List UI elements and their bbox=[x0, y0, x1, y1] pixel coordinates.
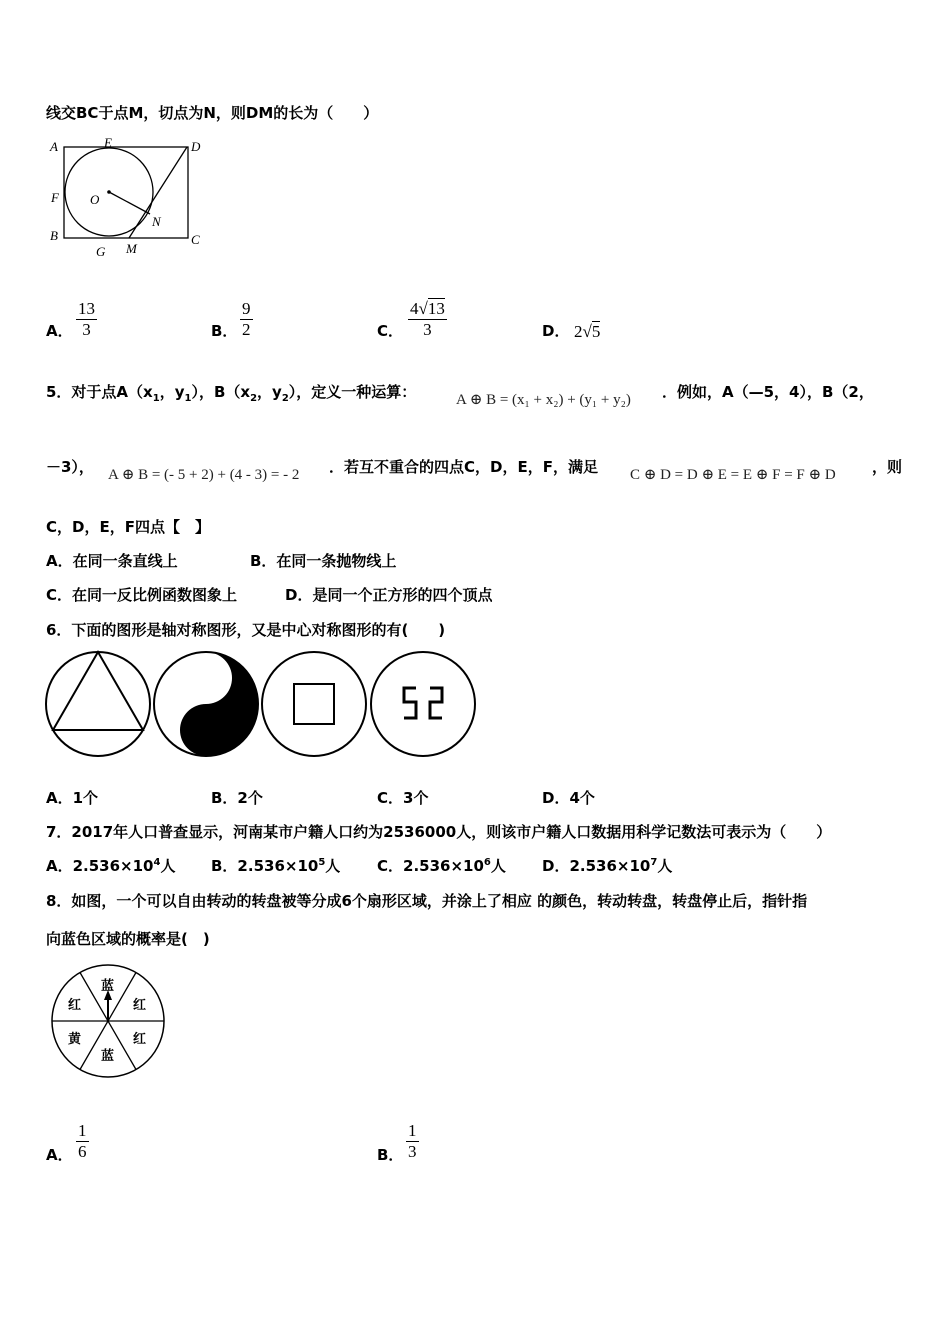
q5-line2-suffix: ，则 bbox=[872, 458, 903, 476]
numerator: 9 bbox=[242, 299, 251, 318]
q6-option-c[interactable]: C．3个 bbox=[377, 789, 429, 807]
q5-line1: 5．对于点$A(x_1$，$y_1$），$B(x_2$，$y_2$），定义一种运算： bbox=[46, 383, 417, 404]
label-c: C bbox=[191, 232, 200, 247]
sector-lower-left: 黄 bbox=[68, 1032, 82, 1047]
numerator: 1 bbox=[78, 1121, 87, 1140]
q5-formula-example: A ⊕ B = (- 5 + 2) + (4 - 3) = - 2 bbox=[108, 467, 300, 483]
numerator: 4√13 bbox=[410, 299, 445, 318]
q5-line2-prefix: －3）， bbox=[46, 458, 94, 476]
q7-stem: 7．2017年人口普查显示，河南某市户籍人口约为2536000人，则该市户籍人口数据用科学记数法可表示为（ ） bbox=[46, 823, 832, 841]
numerator: 13 bbox=[78, 299, 95, 318]
figure-circle-square bbox=[262, 652, 366, 756]
sector-upper-right: 红 bbox=[133, 998, 147, 1013]
q8-option-a-label[interactable]: A． bbox=[46, 1146, 73, 1164]
q6-figures bbox=[44, 650, 484, 758]
q8-option-b-fraction bbox=[406, 1121, 419, 1162]
q7-option-c[interactable]: C．$2.536\times 10^6$人 bbox=[377, 857, 506, 875]
sector-lower-right: 红 bbox=[133, 1032, 147, 1047]
q4-option-d-label[interactable]: D． bbox=[542, 322, 570, 340]
sector-top: 蓝 bbox=[101, 979, 115, 994]
label-b: B bbox=[50, 228, 58, 243]
q5-line3: C，D，E，F四点【 】 bbox=[46, 518, 210, 536]
label-o: O bbox=[90, 192, 100, 207]
denominator: 3 bbox=[423, 320, 432, 339]
q4-option-b-fraction bbox=[240, 299, 253, 340]
q8-spinner bbox=[48, 962, 170, 1082]
q4-option-d-value: 2√5 bbox=[574, 322, 601, 341]
sector-upper-left: 红 bbox=[68, 998, 82, 1013]
q7-option-d[interactable]: D．$2.536\times 10^7$人 bbox=[542, 857, 673, 875]
numerator: 1 bbox=[408, 1121, 417, 1140]
q4-stem: 线交BC于点M，切点为N，则DM的长为（ ） bbox=[46, 104, 379, 122]
label-m: M bbox=[126, 241, 137, 256]
q6-option-b[interactable]: B．2个 bbox=[211, 789, 263, 807]
denominator: 6 bbox=[78, 1142, 87, 1161]
q5-line2-mid: ．若互不重合的四点C，D，E，F，满足 bbox=[329, 458, 598, 476]
q7-option-a[interactable]: A．$2.536\times 10^4$人 bbox=[46, 857, 176, 875]
sector-bottom: 蓝 bbox=[101, 1049, 115, 1064]
label-n: N bbox=[152, 214, 161, 229]
denominator: 3 bbox=[408, 1142, 417, 1161]
q4-figure bbox=[44, 132, 209, 260]
figure-yin-yang bbox=[154, 652, 258, 756]
q4-option-c-label[interactable]: C． bbox=[377, 322, 404, 340]
q4-option-c-fraction bbox=[408, 299, 447, 340]
label-a: A bbox=[50, 139, 58, 154]
q5-formula-definition: A ⊕ B = (x₁ + x₂) + (y₁ + y₂) bbox=[456, 392, 631, 408]
q7-option-b[interactable]: B．$2.536\times 10^5$人 bbox=[211, 857, 341, 875]
q4-option-a-fraction bbox=[76, 299, 97, 340]
q8-stem-line1: 8．如图，一个可以自由转动的转盘被等分成6个扇形区域，并涂上了相应 的颜色，转动转盘，转盘停止后，指针指 bbox=[46, 892, 808, 910]
q5-option-a[interactable]: A．在同一条直线上 bbox=[46, 552, 178, 570]
q5-option-d[interactable]: D．是同一个正方形的四个顶点 bbox=[285, 586, 493, 604]
q5-formula-condition: C ⊕ D = D ⊕ E = E ⊕ F = F ⊕ D bbox=[630, 467, 836, 483]
denominator: 2 bbox=[242, 320, 251, 339]
q6-option-a[interactable]: A．1个 bbox=[46, 789, 99, 807]
label-f: F bbox=[51, 190, 59, 205]
q5-option-c[interactable]: C．在同一反比例函数图象上 bbox=[46, 586, 238, 604]
q8-stem-line2: 向蓝色区域的概率是( ) bbox=[46, 930, 210, 948]
figure-circle-triangle bbox=[46, 652, 150, 756]
q5-option-b[interactable]: B．在同一条抛物线上 bbox=[250, 552, 397, 570]
label-g: G bbox=[96, 244, 106, 259]
label-e: E bbox=[104, 135, 112, 150]
q6-stem: 6．下面的图形是轴对称图形，又是中心对称图形的有( ) bbox=[46, 621, 446, 639]
denominator: 3 bbox=[82, 320, 91, 339]
q4-option-b-label[interactable]: B． bbox=[211, 322, 238, 340]
q8-option-a-fraction bbox=[76, 1121, 89, 1162]
figure-circle-pattern bbox=[371, 652, 475, 756]
label-d: D bbox=[191, 139, 201, 154]
q6-option-d[interactable]: D．4个 bbox=[542, 789, 595, 807]
q8-option-b-label[interactable]: B． bbox=[377, 1146, 404, 1164]
q4-option-a-label[interactable]: A． bbox=[46, 322, 73, 340]
q5-line1-suffix: ．例如，A（—5，4），B（2， bbox=[662, 383, 874, 401]
